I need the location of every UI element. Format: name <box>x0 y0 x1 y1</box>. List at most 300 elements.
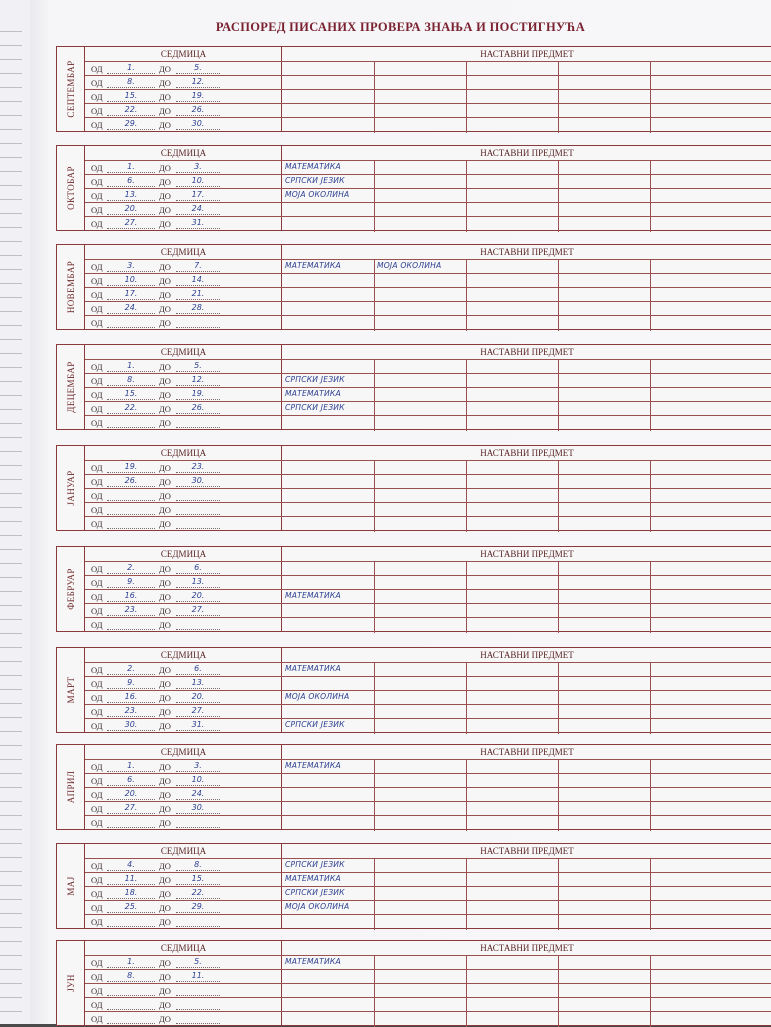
subject-cell[interactable] <box>285 502 373 516</box>
subject-cell[interactable] <box>285 617 373 631</box>
from-date[interactable]: 2. <box>107 663 155 675</box>
to-date[interactable] <box>176 503 220 515</box>
from-date[interactable]: 1. <box>107 956 155 968</box>
to-label: ДО <box>159 92 171 102</box>
subject-cell[interactable] <box>377 575 465 589</box>
to-date[interactable]: 5. <box>176 956 220 968</box>
subject-cell[interactable] <box>377 690 465 704</box>
subject-cell[interactable] <box>285 415 373 429</box>
from-date[interactable]: 16. <box>107 691 155 703</box>
month-name: АПРИЛ <box>65 770 76 804</box>
to-date[interactable] <box>176 998 220 1010</box>
subject-cell[interactable] <box>377 886 465 900</box>
subject-cell[interactable] <box>377 359 465 373</box>
from-date[interactable]: 22. <box>107 402 155 414</box>
week-row <box>85 260 282 274</box>
to-date[interactable]: 30. <box>176 475 220 487</box>
subject-cell[interactable] <box>285 460 373 474</box>
subject-cell[interactable] <box>285 315 373 329</box>
subject-cell[interactable] <box>377 415 465 429</box>
to-date[interactable]: 30. <box>176 118 220 130</box>
from-label: ОД <box>91 163 103 173</box>
to-label: ДО <box>159 191 171 201</box>
from-date[interactable]: 19. <box>107 461 155 473</box>
from-date[interactable] <box>107 316 155 328</box>
subject-cell[interactable]: СРПСКИ ЈЕЗИК <box>285 720 345 729</box>
from-date[interactable]: 1. <box>107 161 155 173</box>
subject-cell[interactable] <box>377 983 465 997</box>
from-date[interactable]: 18. <box>107 887 155 899</box>
subject-cell[interactable] <box>285 216 373 230</box>
from-date[interactable]: 23. <box>107 705 155 717</box>
to-date[interactable]: 10. <box>176 774 220 786</box>
subject-cell[interactable] <box>377 617 465 631</box>
to-date[interactable]: 23. <box>176 461 220 473</box>
subject-cell[interactable]: СРПСКИ ЈЕЗИК <box>285 176 345 185</box>
subject-column-divider <box>650 759 651 831</box>
to-label: ДО <box>159 219 171 229</box>
to-date[interactable]: 7. <box>176 260 220 272</box>
subject-column-divider <box>466 662 467 734</box>
from-label: ОД <box>91 578 103 588</box>
to-date[interactable]: 5. <box>176 62 220 74</box>
subject-column-divider <box>650 160 651 232</box>
week-row <box>85 691 282 705</box>
subject-cell[interactable] <box>285 815 373 829</box>
from-date[interactable]: 23. <box>107 604 155 616</box>
subject-cell[interactable]: МАТЕМАТИКА <box>285 591 341 600</box>
to-date[interactable] <box>176 618 220 630</box>
subject-header: НАСТАВНИ ПРЕДМЕТ <box>480 448 574 458</box>
to-date[interactable]: 5. <box>176 360 220 372</box>
week-row <box>85 288 282 302</box>
from-date[interactable] <box>107 503 155 515</box>
subject-cell[interactable]: МАТЕМАТИКА <box>285 162 341 171</box>
to-label: ДО <box>159 177 171 187</box>
subject-cell[interactable] <box>285 997 373 1011</box>
to-date[interactable]: 13. <box>176 677 220 689</box>
from-date[interactable]: 27. <box>107 802 155 814</box>
to-date[interactable]: 11. <box>176 970 220 982</box>
from-date[interactable] <box>107 489 155 501</box>
to-label: ДО <box>159 889 171 899</box>
subject-cell[interactable] <box>285 914 373 928</box>
from-label: ОД <box>91 679 103 689</box>
subject-cell[interactable] <box>285 704 373 718</box>
subject-cell[interactable] <box>377 759 465 773</box>
subject-column-divider <box>374 259 375 331</box>
from-date[interactable]: 8. <box>107 374 155 386</box>
from-date[interactable]: 1. <box>107 62 155 74</box>
from-date[interactable]: 15. <box>107 388 155 400</box>
from-label: ОД <box>91 120 103 130</box>
from-date[interactable]: 10. <box>107 274 155 286</box>
subject-cell[interactable] <box>377 474 465 488</box>
subject-cell[interactable] <box>377 315 465 329</box>
from-label: ОД <box>91 606 103 616</box>
from-date[interactable]: 20. <box>107 203 155 215</box>
to-date[interactable]: 29. <box>176 901 220 913</box>
month-name: МАЈ <box>65 876 76 896</box>
from-date[interactable]: 29. <box>107 118 155 130</box>
subject-cell[interactable]: МАТЕМАТИКА <box>285 957 341 966</box>
subject-cell[interactable]: МАТЕМАТИКА <box>285 874 341 883</box>
to-label: ДО <box>159 304 171 314</box>
subject-column-divider <box>374 561 375 633</box>
from-label: ОД <box>91 78 103 88</box>
subject-cell[interactable] <box>377 955 465 969</box>
from-date[interactable]: 13. <box>107 189 155 201</box>
from-date[interactable]: 6. <box>107 774 155 786</box>
subject-cell[interactable] <box>377 373 465 387</box>
to-date[interactable]: 19. <box>176 388 220 400</box>
to-date[interactable]: 3. <box>176 161 220 173</box>
week-row <box>85 915 282 929</box>
week-row <box>85 901 282 915</box>
subject-cell[interactable]: СРПСКИ ЈЕЗИК <box>285 403 345 412</box>
to-label: ДО <box>159 318 171 328</box>
subject-cell[interactable] <box>377 174 465 188</box>
to-date[interactable]: 14. <box>176 274 220 286</box>
subject-cell[interactable] <box>285 1011 373 1025</box>
from-date[interactable]: 15. <box>107 90 155 102</box>
subject-column-divider <box>374 662 375 734</box>
week-row <box>85 203 282 217</box>
subject-cell[interactable]: СРПСКИ ЈЕЗИК <box>285 375 345 384</box>
week-row <box>85 416 282 430</box>
from-date[interactable]: 9. <box>107 677 155 689</box>
subject-cell[interactable] <box>377 773 465 787</box>
to-date[interactable]: 3. <box>176 760 220 772</box>
subject-cell[interactable] <box>377 516 465 530</box>
from-date[interactable] <box>107 984 155 996</box>
subject-cell[interactable] <box>285 287 373 301</box>
from-date[interactable]: 22. <box>107 104 155 116</box>
subject-header: НАСТАВНИ ПРЕДМЕТ <box>480 650 574 660</box>
subject-cell[interactable]: СРПСКИ ЈЕЗИК <box>285 888 345 897</box>
from-label: ОД <box>91 318 103 328</box>
subject-cell[interactable] <box>377 1011 465 1025</box>
from-label: ОД <box>91 1000 103 1010</box>
subject-cell[interactable] <box>285 474 373 488</box>
subject-cell[interactable]: МАТЕМАТИКА <box>285 761 341 770</box>
subject-cell[interactable] <box>377 662 465 676</box>
month-name: ОКТОБАР <box>65 166 76 210</box>
subject-column-divider <box>558 259 559 331</box>
subject-cell[interactable] <box>285 969 373 983</box>
to-date[interactable]: 6. <box>176 663 220 675</box>
subject-cell[interactable] <box>377 287 465 301</box>
to-date[interactable]: 21. <box>176 288 220 300</box>
to-date[interactable]: 26. <box>176 402 220 414</box>
week-row <box>85 873 282 887</box>
subject-cell[interactable] <box>377 718 465 732</box>
from-date[interactable]: 24. <box>107 302 155 314</box>
to-date[interactable]: 15. <box>176 873 220 885</box>
subject-cell[interactable] <box>285 75 373 89</box>
subject-cell[interactable]: МОЈА ОКОЛИНА <box>285 902 350 911</box>
week-header: СЕДМИЦА <box>160 549 207 559</box>
to-date[interactable]: 8. <box>176 859 220 871</box>
from-date[interactable] <box>107 618 155 630</box>
subject-cell[interactable] <box>377 815 465 829</box>
subject-cell[interactable] <box>377 160 465 174</box>
to-date[interactable]: 31. <box>176 719 220 731</box>
from-date[interactable]: 25. <box>107 901 155 913</box>
subject-column-divider <box>466 460 467 532</box>
subject-cell[interactable] <box>377 872 465 886</box>
subject-cell[interactable] <box>285 676 373 690</box>
week-row <box>85 859 282 873</box>
week-row <box>85 576 282 590</box>
to-label: ДО <box>159 106 171 116</box>
subject-cell[interactable]: МОЈА ОКОЛИНА <box>285 692 350 701</box>
subject-cell[interactable] <box>377 969 465 983</box>
subject-cell[interactable] <box>285 89 373 103</box>
to-label: ДО <box>159 707 171 717</box>
to-date[interactable]: 31. <box>176 217 220 229</box>
subject-cell[interactable] <box>377 460 465 474</box>
subject-cell[interactable] <box>285 603 373 617</box>
month-name: ФЕБРУАР <box>65 568 76 610</box>
from-date[interactable] <box>107 998 155 1010</box>
subject-cell[interactable] <box>377 914 465 928</box>
to-label: ДО <box>159 362 171 372</box>
subject-cell[interactable]: МОЈА ОКОЛИНА <box>285 190 350 199</box>
to-date[interactable]: 24. <box>176 788 220 800</box>
from-date[interactable]: 3. <box>107 260 155 272</box>
schedule-page <box>30 0 771 1024</box>
subject-cell[interactable] <box>285 787 373 801</box>
subject-cell[interactable] <box>285 202 373 216</box>
week-row <box>85 788 282 802</box>
from-date[interactable]: 1. <box>107 760 155 772</box>
subject-cell[interactable] <box>285 273 373 287</box>
subject-cell[interactable] <box>377 801 465 815</box>
subject-column-divider <box>466 160 467 232</box>
month-block <box>56 145 771 231</box>
subject-column-divider <box>558 460 559 532</box>
to-date[interactable]: 27. <box>176 604 220 616</box>
month-name: НОВЕМБАР <box>65 260 76 314</box>
to-date[interactable]: 17. <box>176 189 220 201</box>
from-date[interactable]: 2. <box>107 562 155 574</box>
subject-cell[interactable] <box>377 387 465 401</box>
subject-cell[interactable] <box>285 301 373 315</box>
week-row <box>85 217 282 231</box>
from-date[interactable]: 8. <box>107 970 155 982</box>
page-title: РАСПОРЕД ПИСАНИХ ПРОВЕРА ЗНАЊА И ПОСТИГНУЋА <box>215 20 586 34</box>
month-block <box>56 647 771 733</box>
to-date[interactable]: 28. <box>176 302 220 314</box>
from-label: ОД <box>91 177 103 187</box>
to-date[interactable]: 12. <box>176 374 220 386</box>
to-label: ДО <box>159 818 171 828</box>
to-date[interactable]: 12. <box>176 76 220 88</box>
from-label: ОД <box>91 776 103 786</box>
subject-cell[interactable] <box>377 787 465 801</box>
subject-cell[interactable] <box>377 502 465 516</box>
to-label: ДО <box>159 78 171 88</box>
week-row <box>85 774 282 788</box>
from-date[interactable]: 8. <box>107 76 155 88</box>
week-row <box>85 503 282 517</box>
from-label: ОД <box>91 92 103 102</box>
from-label: ОД <box>91 958 103 968</box>
week-row <box>85 104 282 118</box>
subject-column-divider <box>374 955 375 1027</box>
subject-cell[interactable] <box>377 273 465 287</box>
subject-cell[interactable] <box>377 589 465 603</box>
month-name-cell <box>57 844 85 928</box>
to-date[interactable] <box>176 316 220 328</box>
subject-cell[interactable] <box>377 75 465 89</box>
subject-cell[interactable] <box>285 103 373 117</box>
subject-cell[interactable]: МОЈА ОКОЛИНА <box>377 261 442 270</box>
from-date[interactable] <box>107 915 155 927</box>
from-label: ОД <box>91 505 103 515</box>
to-date[interactable] <box>176 416 220 428</box>
subject-cell[interactable] <box>285 983 373 997</box>
from-date[interactable]: 27. <box>107 217 155 229</box>
subject-cell[interactable] <box>285 516 373 530</box>
subject-cell[interactable] <box>377 997 465 1011</box>
from-date[interactable]: 9. <box>107 576 155 588</box>
to-date[interactable] <box>176 517 220 529</box>
subject-cell[interactable] <box>377 676 465 690</box>
subject-cell[interactable] <box>377 603 465 617</box>
subject-cell[interactable] <box>377 117 465 131</box>
to-label: ДО <box>159 986 171 996</box>
subject-cell[interactable] <box>377 61 465 75</box>
to-date[interactable] <box>176 489 220 501</box>
to-date[interactable]: 13. <box>176 576 220 588</box>
subject-cell[interactable] <box>377 89 465 103</box>
subject-cell[interactable]: МАТЕМАТИКА <box>285 389 341 398</box>
subject-column-divider <box>466 759 467 831</box>
from-date[interactable]: 6. <box>107 175 155 187</box>
subject-cell[interactable] <box>285 575 373 589</box>
subject-cell[interactable] <box>377 900 465 914</box>
to-date[interactable]: 22. <box>176 887 220 899</box>
subject-cell[interactable] <box>377 301 465 315</box>
to-label: ДО <box>159 903 171 913</box>
from-date[interactable] <box>107 416 155 428</box>
from-date[interactable] <box>107 1012 155 1024</box>
from-date[interactable]: 16. <box>107 590 155 602</box>
week-row <box>85 374 282 388</box>
subject-cell[interactable] <box>377 202 465 216</box>
from-date[interactable] <box>107 517 155 529</box>
from-label: ОД <box>91 404 103 414</box>
week-row <box>85 161 282 175</box>
subject-cell[interactable] <box>285 359 373 373</box>
subject-cell[interactable] <box>377 488 465 502</box>
to-date[interactable]: 10. <box>176 175 220 187</box>
month-name: ЈАНУАР <box>65 470 76 506</box>
subject-column-divider <box>650 858 651 930</box>
subject-cell[interactable] <box>285 488 373 502</box>
subject-cell[interactable] <box>377 188 465 202</box>
from-date[interactable]: 4. <box>107 859 155 871</box>
subject-column-divider <box>650 359 651 431</box>
to-label: ДО <box>159 418 171 428</box>
week-row <box>85 175 282 189</box>
to-label: ДО <box>159 776 171 786</box>
from-label: ОД <box>91 376 103 386</box>
to-date[interactable]: 20. <box>176 691 220 703</box>
subject-column-divider <box>374 160 375 232</box>
subject-header: НАСТАВНИ ПРЕДМЕТ <box>480 247 574 257</box>
subject-column-divider <box>374 759 375 831</box>
subject-cell[interactable]: МАТЕМАТИКА <box>285 261 341 270</box>
week-row <box>85 118 282 132</box>
from-date[interactable]: 26. <box>107 475 155 487</box>
subject-cell[interactable] <box>377 561 465 575</box>
week-row <box>85 677 282 691</box>
subject-cell[interactable] <box>377 401 465 415</box>
from-label: ОД <box>91 889 103 899</box>
to-date[interactable]: 30. <box>176 802 220 814</box>
from-label: ОД <box>91 693 103 703</box>
to-date[interactable]: 19. <box>176 90 220 102</box>
to-date[interactable]: 26. <box>176 104 220 116</box>
week-header: СЕДМИЦА <box>160 943 207 953</box>
month-name-cell <box>57 446 85 530</box>
subject-cell[interactable] <box>285 61 373 75</box>
from-label: ОД <box>91 861 103 871</box>
from-label: ОД <box>91 917 103 927</box>
from-date[interactable]: 1. <box>107 360 155 372</box>
subject-column-divider <box>466 359 467 431</box>
to-date[interactable]: 20. <box>176 590 220 602</box>
from-date[interactable]: 11. <box>107 873 155 885</box>
to-date[interactable] <box>176 1012 220 1024</box>
to-date[interactable] <box>176 816 220 828</box>
from-label: ОД <box>91 106 103 116</box>
to-date[interactable]: 6. <box>176 562 220 574</box>
subject-cell[interactable]: СРПСКИ ЈЕЗИК <box>285 860 345 869</box>
subject-cell[interactable] <box>377 103 465 117</box>
from-date[interactable]: 20. <box>107 788 155 800</box>
subject-cell[interactable]: МАТЕМАТИКА <box>285 664 341 673</box>
subject-cell[interactable] <box>377 216 465 230</box>
from-date[interactable] <box>107 816 155 828</box>
to-label: ДО <box>159 1000 171 1010</box>
from-label: ОД <box>91 64 103 74</box>
subject-header: НАСТАВНИ ПРЕДМЕТ <box>480 943 574 953</box>
from-label: ОД <box>91 721 103 731</box>
week-row <box>85 475 282 489</box>
to-date[interactable] <box>176 984 220 996</box>
subject-column-divider <box>374 61 375 133</box>
subject-cell[interactable] <box>285 773 373 787</box>
to-date[interactable] <box>176 915 220 927</box>
from-date[interactable]: 17. <box>107 288 155 300</box>
subject-cell[interactable] <box>285 801 373 815</box>
subject-cell[interactable] <box>285 561 373 575</box>
subject-cell[interactable] <box>377 704 465 718</box>
subject-cell[interactable] <box>377 858 465 872</box>
subject-cell[interactable] <box>285 117 373 131</box>
subject-column-divider <box>558 61 559 133</box>
week-row <box>85 887 282 901</box>
to-label: ДО <box>159 564 171 574</box>
to-date[interactable]: 27. <box>176 705 220 717</box>
to-date[interactable]: 24. <box>176 203 220 215</box>
from-date[interactable]: 30. <box>107 719 155 731</box>
week-row <box>85 956 282 970</box>
